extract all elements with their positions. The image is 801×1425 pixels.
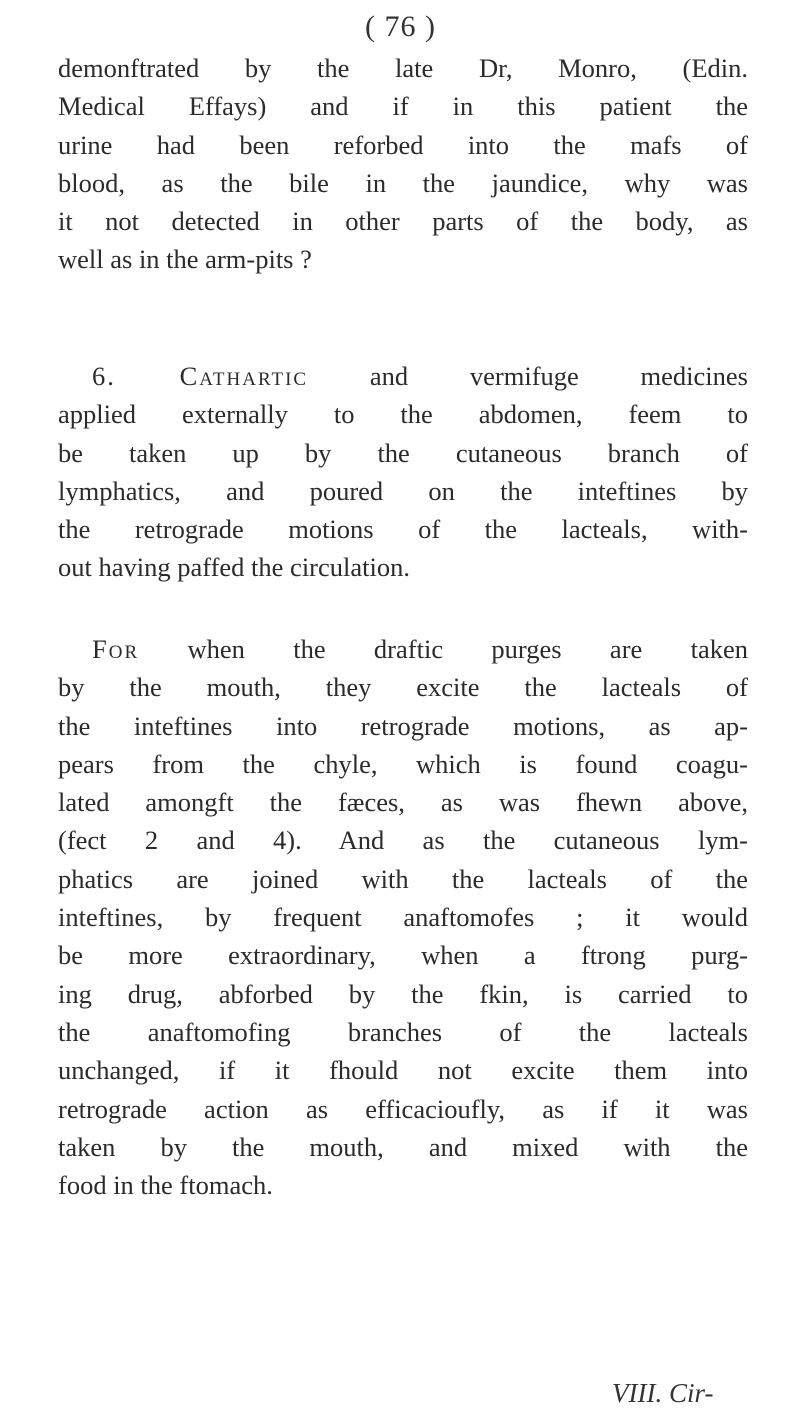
text-line: urine had been reforbed into the mafs of xyxy=(58,129,748,160)
paragraph-lead: For xyxy=(92,634,140,664)
paragraph-2 xyxy=(58,357,748,587)
text-line: inteftines, by frequent anaftomofes ; it would xyxy=(58,902,748,933)
text-line: unchanged, if it fhould not excite them into xyxy=(58,1055,748,1086)
text-line: the anaftomofing branches of the lacteals xyxy=(58,1016,748,1047)
text-line: be more extraordinary, when a ftrong purg- xyxy=(58,940,748,971)
paragraph-1 xyxy=(58,49,748,279)
text-line: lated amongft the fæces, as was fhewn above, xyxy=(58,787,748,818)
catchword: VIII. Cir- xyxy=(612,1378,714,1408)
paragraph-lead: 6. Cathartic xyxy=(92,361,309,391)
text-line: (fect 2 and 4). And as the cutaneous lym- xyxy=(58,825,748,856)
text-line: well as in the arm-pits ? xyxy=(58,244,312,275)
text-line: phatics are joined with the lacteals of the xyxy=(58,863,748,894)
text-line: retrograde action as efficacioufly, as if it was xyxy=(58,1093,748,1124)
text-line: Medical Effays) and if in this patient the xyxy=(58,91,748,122)
text-line: by the mouth, they excite the lacteals of xyxy=(58,672,748,703)
text-line: 6. Cathartic and vermifuge medicines xyxy=(92,361,748,391)
text-line: applied externally to the abdomen, feem to xyxy=(58,399,748,430)
page-number: ( 76 ) xyxy=(365,10,436,43)
paragraph-3 xyxy=(58,630,748,1204)
text-line: ing drug, abforbed by the fkin, is carried to xyxy=(58,978,748,1009)
text-line: pears from the chyle, which is found coagu- xyxy=(58,748,748,779)
text-line: food in the ftomach. xyxy=(58,1170,273,1201)
text-line: out having paffed the circulation. xyxy=(58,552,410,583)
text-line: the inteftines into retrograde motions, as ap- xyxy=(58,710,748,741)
text-line: demonftrated by the late Dr, Monro, (Edin. xyxy=(58,53,748,83)
text-line: it not detected in other parts of the body, as xyxy=(58,206,748,237)
text-line: the retrograde motions of the lacteals, with- xyxy=(58,514,748,545)
text-line: be taken up by the cutaneous branch of xyxy=(58,437,748,468)
text-line: lymphatics, and poured on the inteftines by xyxy=(58,475,748,506)
text-line: taken by the mouth, and mixed with the xyxy=(58,1131,748,1162)
text-line: For when the draftic purges are taken xyxy=(92,634,748,664)
text-line: blood, as the bile in the jaundice, why was xyxy=(58,167,748,198)
